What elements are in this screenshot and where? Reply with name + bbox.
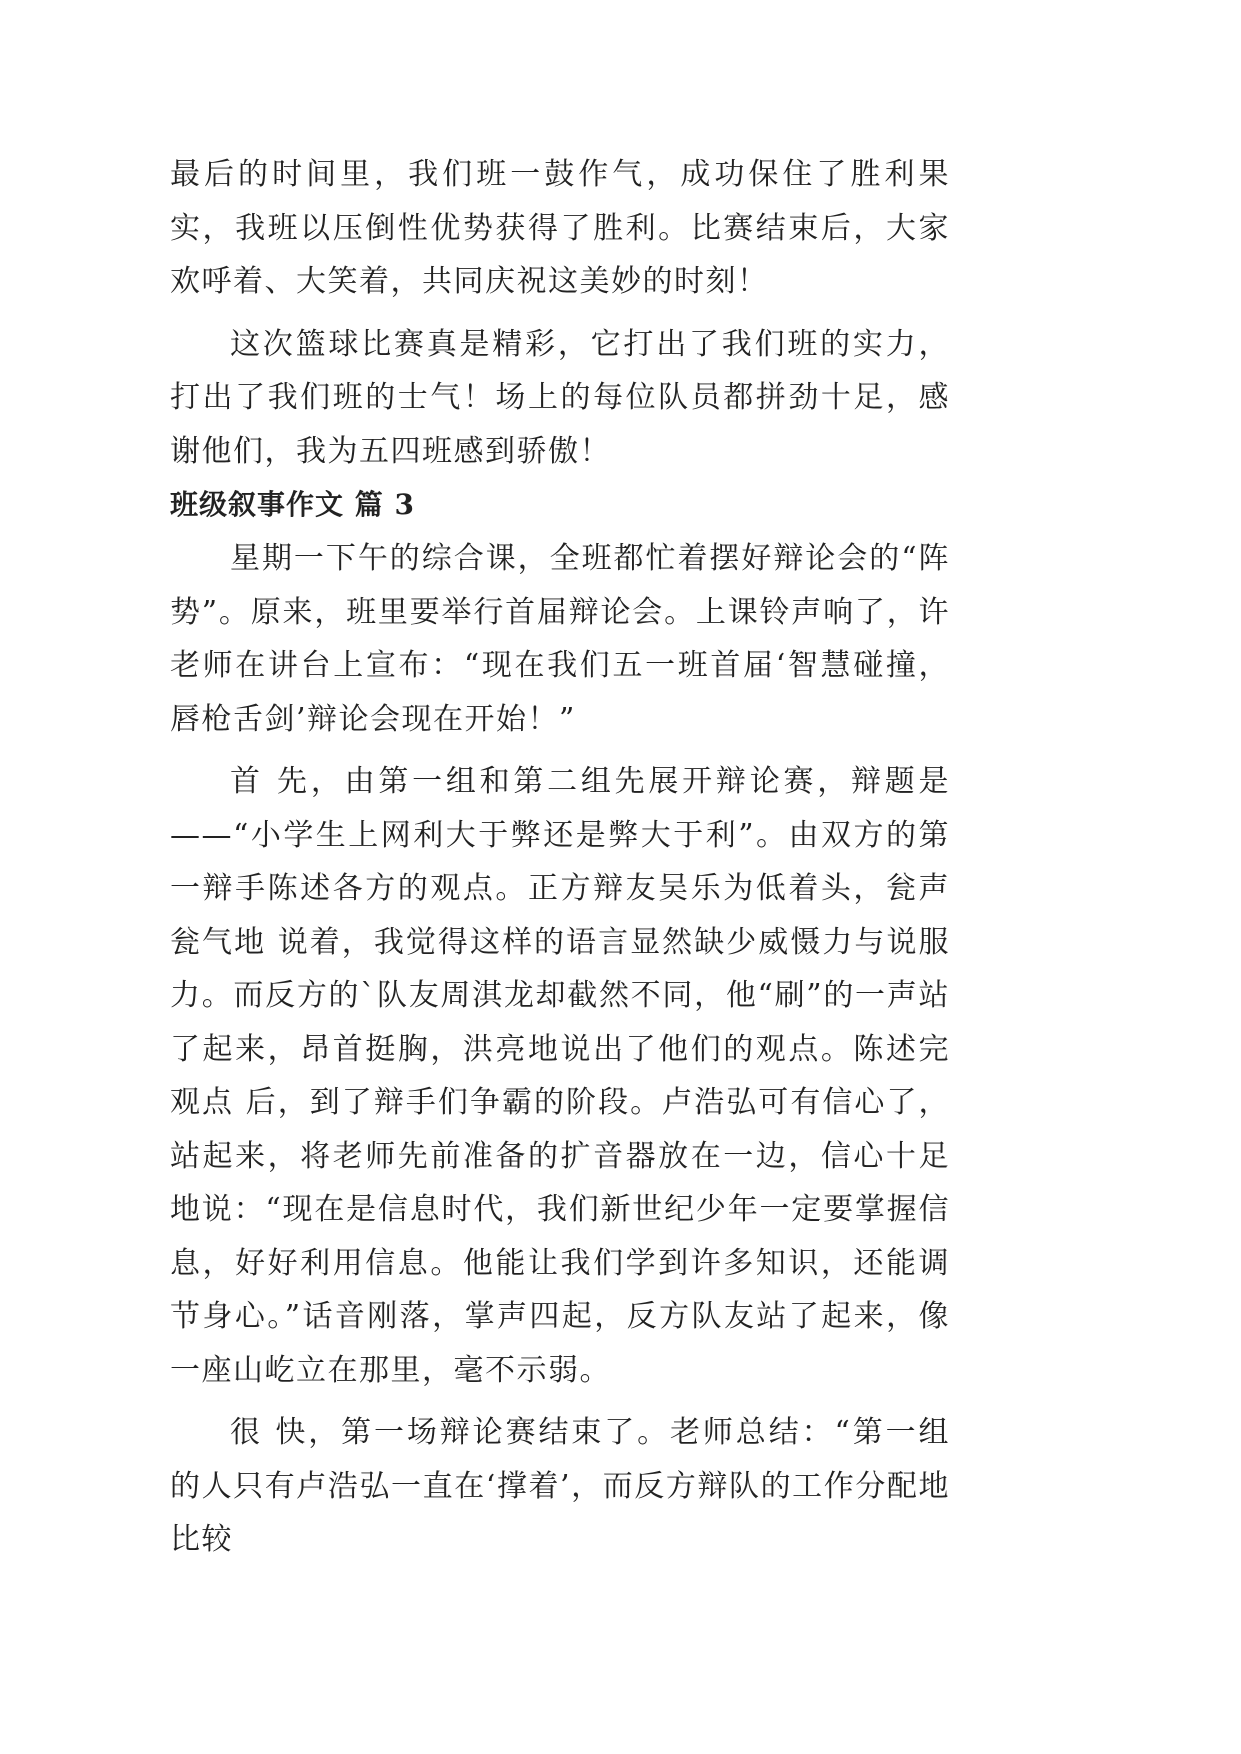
paragraph-debate-first-round: 首 先，由第一组和第二组先展开辩论赛，辩题是——“小学生上网利大于弊还是弊大于利”。由双方的第一辩手陈述各方的观点。正方辩友吴乐为低着头，瓮声瓮气地 说着，我觉得这样的语言显然缺少威慑力与说服力。而反方的`队友周淇龙却截然不同，他“刷”的一声站了起来，昂首挺胸，洪亮地说出了他们的观点。陈述完观点 后，到了辩手们争霸的阶段。卢浩弘可有信心了，站起来，将老师先前准备的扩音器放在一边，信心十足地说：“现在是信息时代，我们新世纪少年一定要掌握信 息，好好利用信息。他能让我们学到许多知识，还能调节身心。”话音刚落，掌声四起，反方队友站了起来，像一座山屹立在那里，毫不示弱。 (170, 764, 950, 1388)
paragraph-basketball-conclusion: 这次篮球比赛真是精彩，它打出了我们班的实力，打出了我们班的士气！场上的每位队员都拼劲十足，感谢他们，我为五四班感到骄傲！ (170, 326, 950, 469)
paragraph-debate-intro: 星期一下午的综合课，全班都忙着摆好辩论会的“阵势”。原来，班里要举行首届辩论会。上课铃声响了，许老师在讲台上宣布：“现在我们五一班首届‘智慧碰撞，唇枪舌剑’辩论会现在开始！” (170, 541, 950, 737)
document-body (170, 148, 950, 1567)
paragraph-debate-summary: 很 快，第一场辩论赛结束了。老师总结：“第一组的人只有卢浩弘一直在‘撑着’，而反方辩队的工作分配地比较 (170, 1415, 950, 1557)
section-heading: 班级叙事作文 篇 3 (170, 488, 415, 521)
paragraph-ending-basketball-match: 最后的时间里，我们班一鼓作气，成功保住了胜利果实，我班以压倒性优势获得了胜利。比赛结束后，大家欢呼着、大笑着，共同庆祝这美妙的时刻！ (170, 157, 950, 299)
